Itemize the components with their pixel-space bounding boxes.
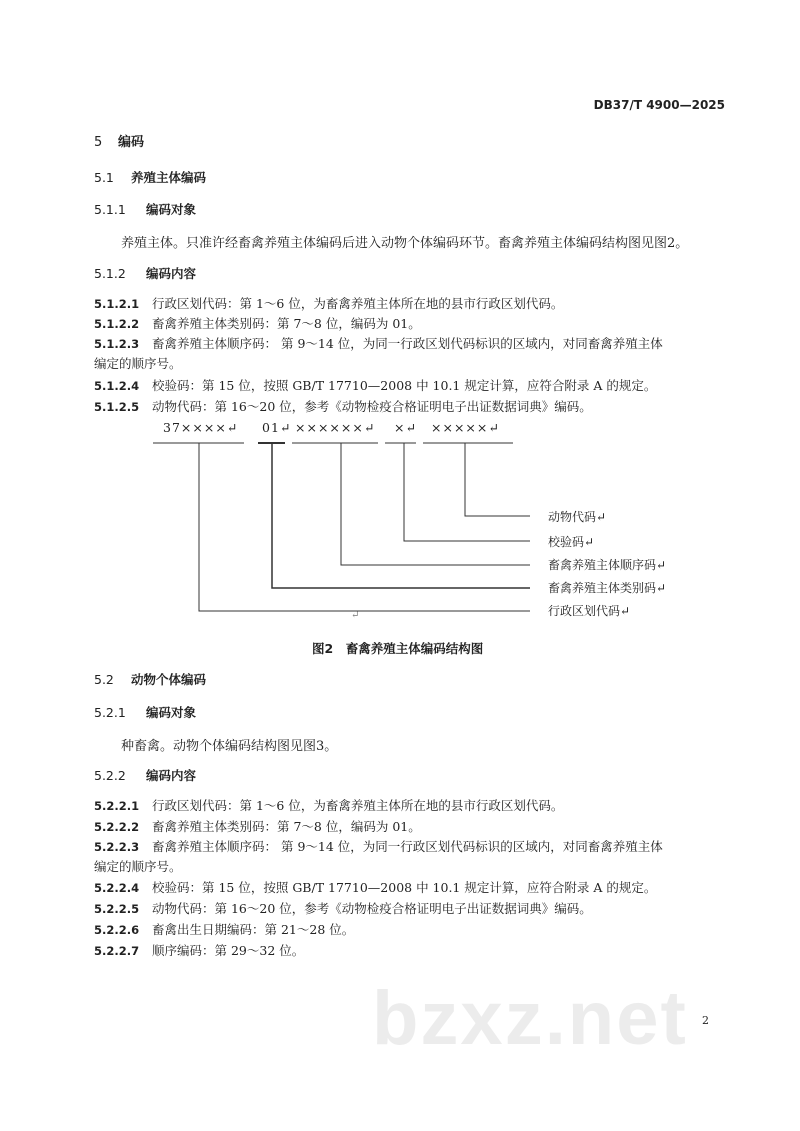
item-number: 5.2.2.3 <box>94 840 140 854</box>
section-number: 5.1 <box>94 170 114 185</box>
code-segment-category: 01↵ <box>262 420 292 435</box>
page-number: 2 <box>702 1014 709 1027</box>
list-item <box>94 941 304 961</box>
item-text: 行政区划代码：第 1～6 位，为畜禽养殖主体所在地的县市行政区划代码。 <box>152 798 564 813</box>
item-number: 5.1.2.4 <box>94 379 140 393</box>
section-title: 编码 <box>118 135 145 150</box>
item-number: 5.2.2.1 <box>94 799 140 813</box>
item-text: 畜禽养殖主体顺序码： 第 9～14 位，为同一行政区划代码标识的区域内，对同畜禽养殖主体 <box>152 336 663 351</box>
item-number: 5.2.2.6 <box>94 923 140 937</box>
label-animal-code: 动物代码↵ <box>548 510 607 524</box>
list-item <box>94 817 421 837</box>
connector-check-code <box>404 443 530 541</box>
item-text: 畜禽养殖主体类别码：第 7～8 位，编码为 01。 <box>152 316 421 331</box>
list-item <box>94 796 563 816</box>
return-mark: ↵ <box>351 610 360 621</box>
label-check-code: 校验码↵ <box>548 535 595 549</box>
figure-caption: 图2 畜禽养殖主体编码结构图 <box>312 641 484 656</box>
list-item <box>94 837 663 857</box>
section-number: 5.2.2 <box>94 768 126 783</box>
paragraph-5-1-1: 养殖主体。只准许经畜禽养殖主体编码后进入动物个体编码环节。畜禽养殖主体编码结构图见图2。 <box>121 236 689 251</box>
section-5-2-heading <box>94 670 206 688</box>
list-item <box>94 899 592 919</box>
item-number: 5.1.2.1 <box>94 297 140 311</box>
item-number: 5.2.2.4 <box>94 881 140 895</box>
item-number: 5.2.2.5 <box>94 902 140 916</box>
item-text: 校验码：第 15 位，按照 GB/T 17710—2008 中 10.1 规定计算，应符合附录 A 的规定。 <box>152 378 657 393</box>
section-5-2-1-heading <box>94 703 196 721</box>
section-number: 5.2 <box>94 672 114 687</box>
section-title: 编码内容 <box>146 768 197 783</box>
connector-sequence-code <box>341 443 530 565</box>
item-text: 动物代码：第 16～20 位，参考《动物检疫合格证明电子出证数据词典》编码。 <box>152 399 592 414</box>
list-item <box>94 920 354 940</box>
code-segment-sequence: ××××××↵ <box>295 420 376 435</box>
list-item <box>94 878 656 898</box>
item-text: 畜禽出生日期编码：第 21～28 位。 <box>152 922 355 937</box>
code-segment-check: ×↵ <box>394 420 417 435</box>
item-text: 动物代码：第 16～20 位，参考《动物检疫合格证明电子出证数据词典》编码。 <box>152 901 592 916</box>
paragraph-5-2-1: 种畜禽。动物个体编码结构图见图3。 <box>121 739 338 754</box>
section-title: 编码对象 <box>146 202 197 217</box>
item-number: 5.1.2.3 <box>94 337 140 351</box>
item-number: 5.2.2.7 <box>94 944 140 958</box>
code-segment-animal: ×××××↵ <box>431 420 500 435</box>
section-title: 编码对象 <box>146 705 197 720</box>
section-number: 5 <box>94 135 103 150</box>
section-5-2-2-heading <box>94 766 196 784</box>
section-title: 养殖主体编码 <box>131 170 207 185</box>
code-segment-region: 37××××↵ <box>163 420 239 435</box>
section-title: 编码内容 <box>146 266 197 281</box>
connector-region-code <box>199 443 530 611</box>
item-number: 5.1.2.2 <box>94 317 140 331</box>
document-number: DB37/T 4900—2025 <box>593 98 725 112</box>
section-number: 5.1.1 <box>94 202 126 217</box>
item-text: 行政区划代码：第 1～6 位，为畜禽养殖主体所在地的县市行政区划代码。 <box>152 296 564 311</box>
connector-animal-code <box>465 443 530 516</box>
item-text: 畜禽养殖主体顺序码： 第 9～14 位，为同一行政区划代码标识的区域内，对同畜禽养殖主体 <box>152 839 663 854</box>
section-number: 5.1.2 <box>94 266 126 281</box>
item-number: 5.2.2.2 <box>94 820 140 834</box>
item-number: 5.1.2.5 <box>94 400 140 414</box>
item-text: 畜禽养殖主体类别码：第 7～8 位，编码为 01。 <box>152 819 421 834</box>
label-region-code: 行政区划代码↵ <box>548 604 631 618</box>
label-sequence-code: 畜禽养殖主体顺序码↵ <box>548 558 667 572</box>
section-title: 动物个体编码 <box>131 672 207 687</box>
item-text: 校验码：第 15 位，按照 GB/T 17710—2008 中 10.1 规定计算，应符合附录 A 的规定。 <box>152 880 657 895</box>
item-continuation: 编定的顺序号。 <box>94 356 182 371</box>
item-text: 顺序编码：第 29～32 位。 <box>152 943 305 958</box>
item-continuation: 编定的顺序号。 <box>94 859 182 874</box>
watermark-logo: bzxz.net <box>372 976 688 1061</box>
section-number: 5.2.1 <box>94 705 126 720</box>
label-category-code: 畜禽养殖主体类别码↵ <box>548 581 667 595</box>
